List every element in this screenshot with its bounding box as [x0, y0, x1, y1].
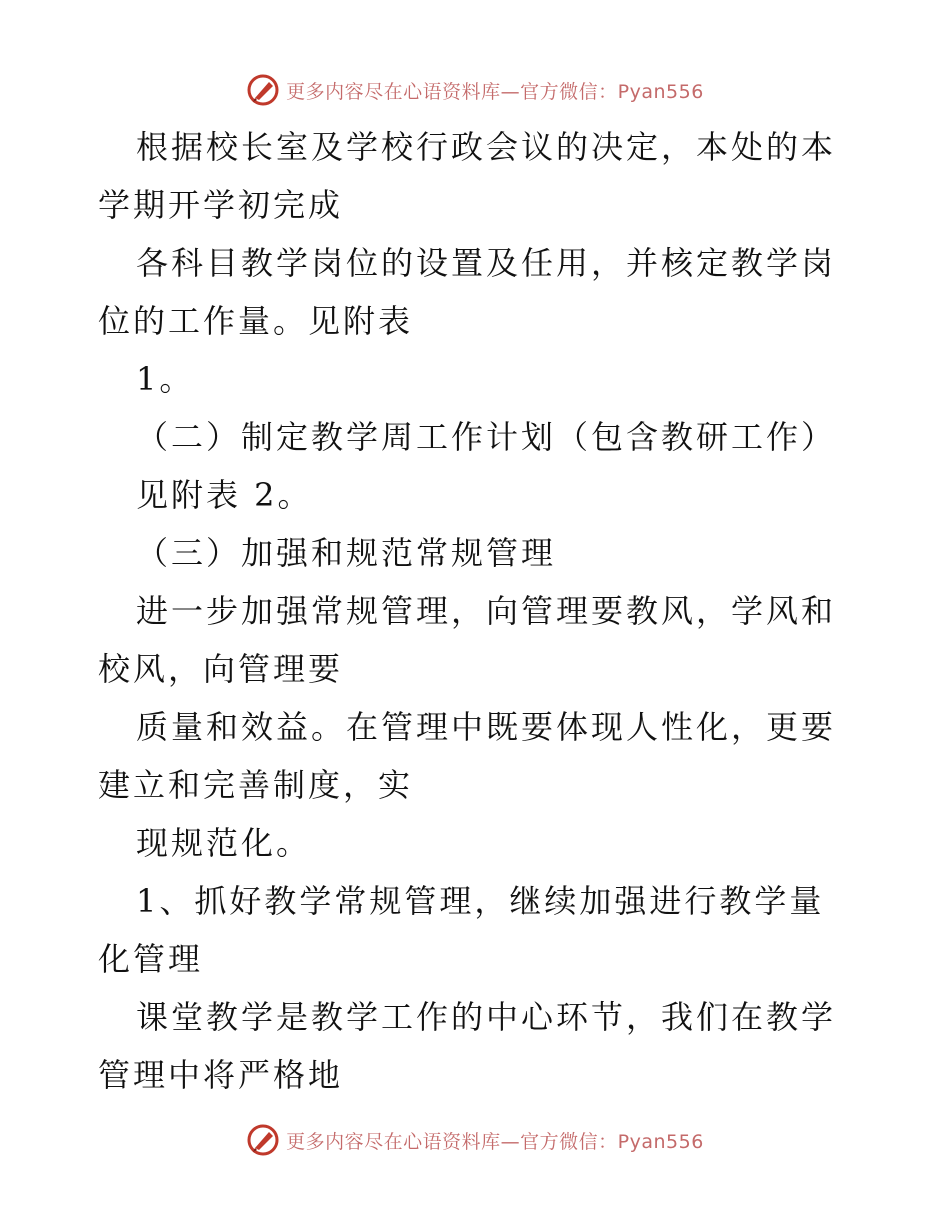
footer-banner-text: 更多内容尽在心语资料库—官方微信：Pyan556: [286, 1130, 704, 1153]
paragraph: 1、抓好教学常规管理，继续加强进行教学量化管理: [98, 882, 825, 978]
paragraph: 根据校长室及学校行政会议的决定，本处的本学期开学初完成: [98, 128, 837, 224]
paragraph: 各科目教学岗位的设置及任用，并核定教学岗位的工作量。见附表: [98, 244, 837, 340]
paragraph: （三）加强和规范常规管理: [136, 534, 557, 572]
paragraph: 现规范化。: [136, 824, 312, 862]
pen-logo-icon: [246, 73, 280, 107]
header-banner-text: 更多内容尽在心语资料库—官方微信：Pyan556: [286, 80, 704, 103]
document-body: [98, 118, 858, 1104]
paragraph: 1。: [136, 360, 195, 398]
paragraph: 课堂教学是教学工作的中心环节，我们在教学管理中将严格地: [98, 998, 837, 1094]
pen-logo-icon: [246, 1123, 280, 1157]
paragraph: 进一步加强常规管理，向管理要教风，学风和校风，向管理要: [98, 592, 837, 688]
header-banner: [0, 70, 950, 110]
footer-banner: [0, 1120, 950, 1160]
paragraph: 质量和效益。在管理中既要体现人性化，更要建立和完善制度，实: [98, 708, 837, 804]
paragraph: 见附表 2。: [136, 476, 313, 514]
paragraph: （二）制定教学周工作计划（包含教研工作）: [136, 418, 837, 456]
